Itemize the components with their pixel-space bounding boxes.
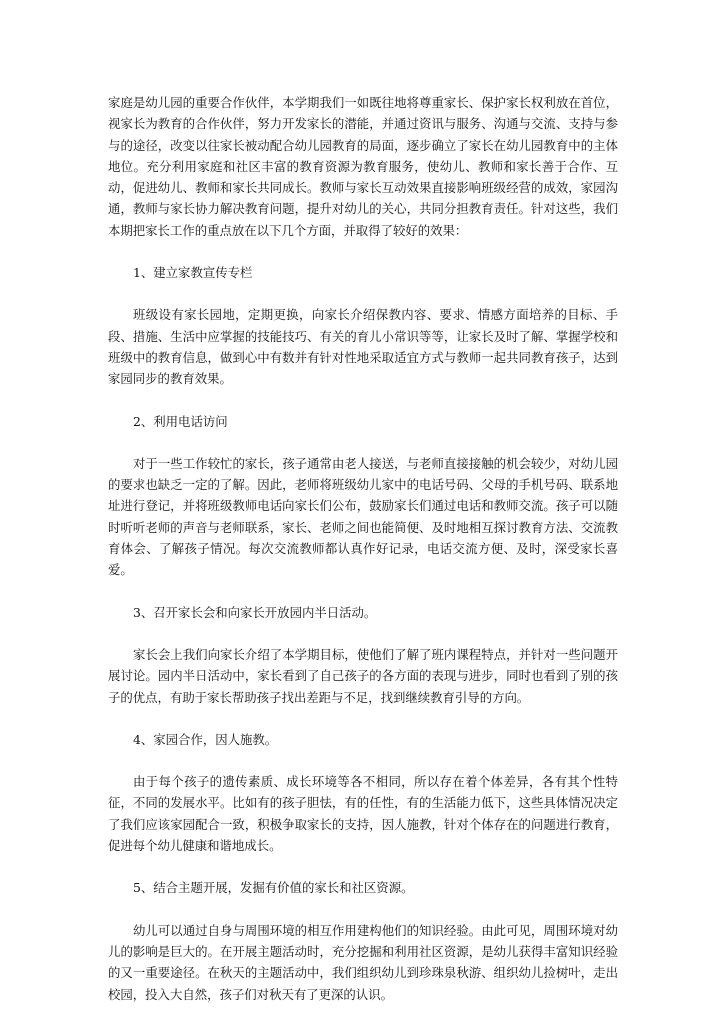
section-3-paragraph: 家长会上我们向家长介绍了本学期目标，使他们了解了班内课程特点，并针对一些问题开展讨论。园内半日活动中，家长看到了自己孩子的各方面的表现与进步，同时也看到了别的孩子的优点，有助于家长帮助孩子找出差距与不足，找到继续教育引导的方向。 <box>108 646 618 705</box>
section-4-heading: 4、家园合作，因人施教。 <box>133 731 278 747</box>
section-2-paragraph: 对于一些工作较忙的家长，孩子通常由老人接送，与老师直接接触的机会较少，对幼儿园的要求也缺乏一定的了解。因此，老师将班级幼儿家中的电话号码、父母的手机号码、联系地址进行登记，并将班级教师电话向家长们公布，鼓励家长们通过电话和教师交流。孩子可以随时听听老师的声音与老师联系，家长、老师之间也能简便、及时地相互探讨教育方法、交流教育体会、了解孩子情况。每次交流教师都认真作好记录，电话交流方便、及时，深受家长喜爱。 <box>108 455 618 578</box>
section-4-paragraph: 由于每个孩子的遗传素质、成长环境等各不相同，所以存在着个体差异，各有其个性特征，不同的发展水平。比如有的孩子胆怯，有的任性，有的生活能力低下，这些具体情况决定了我们应该家园配合一致，积极争取家长的支持，因人施教，针对个体存在的问题进行教育，促进每个幼儿健康和谐地成长。 <box>108 774 618 854</box>
section-1-paragraph: 班级设有家长园地，定期更换，向家长介绍保教内容、要求、情感方面培养的目标、手段、措施、生活中应掌握的技能技巧、有关的育儿小常识等等，让家长及时了解、掌握学校和班级中的教育信息，做到心中有数并有针对性地采取适宜方式与教师一起共同教育孩子，达到家园同步的教育效果。 <box>108 307 618 387</box>
section-2-heading: 2、利用电话访问 <box>133 413 228 429</box>
document-body <box>108 92 618 1026</box>
section-5-heading: 5、结合主题开展，发掘有价值的家长和社区资源。 <box>133 880 414 896</box>
intro-paragraph: 家庭是幼儿园的重要合作伙伴，本学期我们一如既往地将尊重家长、保护家长权利放在首位，视家长为教育的合作伙伴，努力开发家长的潜能，并通过资讯与服务、沟通与交流、支持与参与的途径，改变以往家长被动配合幼儿园教育的局面，逐步确立了家长在幼儿园教育中的主体地位。充分利用家庭和社区丰富的教育资源为教育服务，使幼儿、教师和家长善于合作、互动，促进幼儿、教师和家长共同成长。教师与家长互动效果直接影响班级经营的成效，家园沟通，教师与家长协力解决教育问题，提升对幼儿的关心，共同分担教育责任。针对这些，我们本期把家长工作的重点放在以下几个方面，并取得了较好的效果： <box>108 95 618 238</box>
section-1-heading: 1、建立家教宣传专栏 <box>133 265 253 281</box>
section-3-heading: 3、召开家长会和向家长开放园内半日活动。 <box>133 604 377 620</box>
section-5-paragraph: 幼儿可以通过自身与周围环境的相互作用建构他们的知识经验。由此可见，周围环境对幼儿的影响是巨大的。在开展主题活动时，充分挖掘和利用社区资源，是幼儿获得丰富知识经验的又一重要途径。在秋天的主题活动中，我们组织幼儿到珍珠泉秋游、组织幼儿捡树叶，走出校园，投入大自然，孩子们对秋天有了更深的认识。 <box>108 922 618 1002</box>
